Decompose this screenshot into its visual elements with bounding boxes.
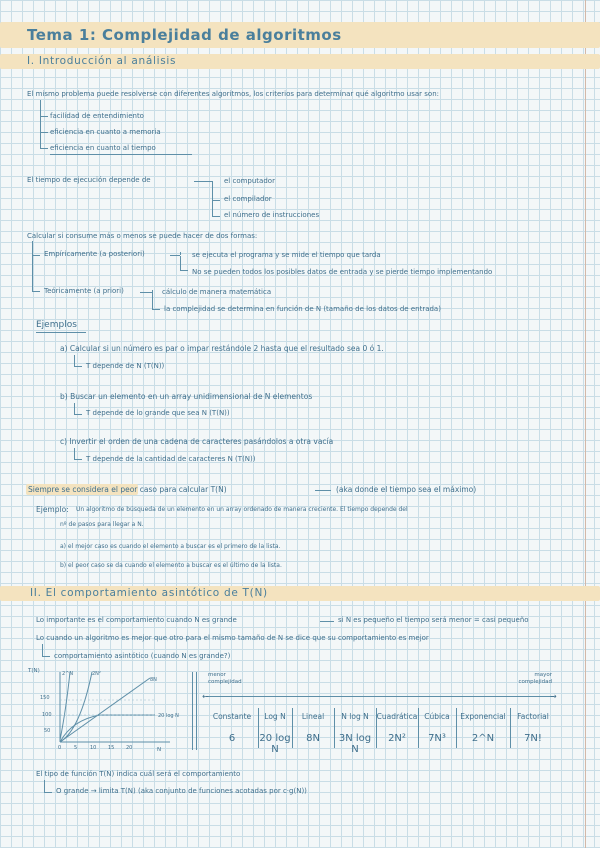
graph-xtick: 0 bbox=[58, 745, 62, 751]
complexity-column-separator bbox=[376, 708, 377, 748]
arrow-line bbox=[170, 255, 180, 256]
curve-label-log: 20 log N bbox=[158, 713, 179, 719]
worst-case-text: Siempre se considera el peor caso para calcular T(N) bbox=[28, 485, 227, 494]
curve-label-exponential: 2^N bbox=[62, 671, 74, 677]
theoretical-item: cálculo de manera matemática bbox=[162, 288, 272, 296]
bracket bbox=[212, 200, 220, 217]
bracket bbox=[42, 644, 50, 657]
bracket bbox=[40, 100, 48, 117]
theoretical-label: Teóricamente (a priori) bbox=[44, 287, 124, 295]
arrow-line bbox=[194, 181, 212, 182]
graph-ytick: 150 bbox=[40, 695, 50, 701]
graph-xtick: 20 bbox=[126, 745, 133, 751]
complexity-column-separator bbox=[418, 708, 419, 748]
bracket bbox=[74, 403, 82, 415]
criterion-item: eficiencia en cuanto a memoria bbox=[50, 128, 161, 136]
empirical-item: se ejecuta el programa y se mide el tiempo que tarda bbox=[192, 251, 381, 259]
divider-line bbox=[192, 672, 193, 750]
complexity-column-header: Cúbica bbox=[424, 712, 450, 721]
complexity-column-value: 3N log N bbox=[338, 733, 372, 755]
arrow-line bbox=[320, 621, 334, 622]
complexity-column-value: 20 log N bbox=[259, 733, 291, 755]
exec-factor: el número de instrucciones bbox=[224, 211, 320, 219]
bracket bbox=[44, 780, 52, 793]
complexity-column-separator bbox=[258, 708, 259, 748]
complexity-column-header: N log N bbox=[341, 712, 369, 721]
complexity-column-value: 6 bbox=[228, 733, 236, 744]
empirical-label: Empíricamente (a posteriori) bbox=[44, 250, 145, 258]
arrow-line bbox=[315, 490, 331, 491]
curve-label-linear: 8N bbox=[150, 677, 157, 683]
complexity-column-value: 7N! bbox=[524, 733, 542, 744]
curve-log bbox=[60, 715, 155, 742]
curve-linear bbox=[60, 678, 150, 742]
bracket bbox=[212, 184, 220, 201]
graph-xtick: 10 bbox=[90, 745, 97, 751]
complexity-column-value: 2^N bbox=[471, 733, 495, 744]
big-o-text: O grande → limita T(N) (aka conjunto de funciones acotadas por c·g(N)) bbox=[56, 787, 307, 795]
example-dependency: T depende de la cantidad de caracteres N (T(N)) bbox=[86, 455, 256, 463]
criterion-item: eficiencia en cuanto al tiempo bbox=[50, 144, 156, 152]
exec-factor: el compilador bbox=[224, 195, 272, 203]
complexity-arrow bbox=[206, 696, 554, 697]
growth-graph bbox=[40, 670, 190, 750]
bracket bbox=[74, 448, 82, 460]
bracket bbox=[32, 255, 40, 292]
complexity-column-separator bbox=[510, 708, 511, 748]
complexity-column-value: 7N³ bbox=[428, 733, 446, 744]
example-text: Un algoritmo de búsqueda de un elemento en un array ordenado de manera creciente. El tiempo depende del bbox=[76, 506, 408, 513]
graph-ytick: 50 bbox=[44, 728, 51, 734]
arrow-line bbox=[140, 292, 152, 293]
complexity-column-separator bbox=[456, 708, 457, 748]
bracket bbox=[152, 293, 160, 310]
graph-xtick: 5 bbox=[74, 745, 78, 751]
example-text-continued: nº de pasos para llegar a N. bbox=[60, 521, 144, 528]
bracket bbox=[32, 241, 40, 256]
arrow-head-left: ← bbox=[202, 692, 209, 701]
function-type-text: El tipo de función T(N) indica cuál será el comportamiento bbox=[36, 770, 241, 778]
bracket bbox=[40, 116, 48, 133]
curve-label-quadratic: 2N² bbox=[92, 671, 101, 677]
exec-time-text: El tiempo de ejecución depende de bbox=[27, 176, 151, 184]
underline bbox=[36, 332, 86, 333]
complexity-column-value: 2N² bbox=[388, 733, 406, 744]
divider-line bbox=[196, 672, 197, 750]
scale-right-label: mayor complejidad bbox=[518, 672, 552, 685]
complexity-column-header: Cuadrática bbox=[376, 712, 418, 721]
complexity-column-separator bbox=[334, 708, 335, 748]
example-item: c) Invertir el orden de una cadena de caracteres pasándolos a otra vacía bbox=[60, 437, 334, 446]
worst-case-note: (aka donde el tiempo sea el máximo) bbox=[336, 485, 477, 494]
graph-ytick: 100 bbox=[42, 712, 52, 718]
graph-ylabel: T(N) bbox=[28, 668, 40, 674]
scale-left-label: menor complejidad bbox=[208, 672, 242, 685]
asymptotic-line1: Lo importante es el comportamiento cuando N es grande bbox=[36, 616, 237, 624]
asymptotic-line3: comportamiento asintótico (cuando N es grande?) bbox=[54, 652, 231, 660]
example-item: b) Buscar un elemento en un array unidimensional de N elementos bbox=[60, 392, 313, 401]
section1-heading: I. Introducción al análisis bbox=[27, 55, 177, 67]
worst-case-example: b) el peor caso se da cuando el elemento a buscar es el último de la lista. bbox=[60, 562, 282, 569]
example-item: a) Calcular si un número es par o impar restándole 2 hasta que el resultado sea 0 ó 1. bbox=[60, 344, 384, 353]
bracket bbox=[74, 355, 82, 367]
complexity-column-header: Exponencial bbox=[460, 712, 506, 721]
asymptotic-line1b: si N es pequeño el tiempo será menor = casi pequeño bbox=[338, 616, 529, 624]
asymptotic-line2: Lo cuando un algoritmo es mejor que otro para el mismo tamaño de N se dice que su comportamiento es mejor bbox=[36, 634, 429, 642]
complexity-column-header: Constante bbox=[212, 712, 252, 721]
theoretical-item: la complejidad se determina en función de N (tamaño de los datos de entrada) bbox=[164, 305, 441, 313]
graph-xlabel: N bbox=[157, 747, 162, 753]
page-title: Tema 1: Complejidad de algoritmos bbox=[27, 26, 342, 44]
examples-heading: Ejemplos bbox=[36, 320, 77, 330]
complexity-column-header: Factorial bbox=[517, 712, 549, 721]
complexity-column-header: Lineal bbox=[301, 712, 325, 721]
bracket bbox=[40, 132, 48, 149]
example-label: Ejemplo: bbox=[36, 505, 69, 514]
graph-xtick: 15 bbox=[108, 745, 115, 751]
example-dependency: T depende de N (T(N)) bbox=[86, 362, 165, 370]
exec-factor: el computador bbox=[224, 177, 275, 185]
complexity-column-value: 8N bbox=[306, 733, 320, 744]
underline bbox=[50, 154, 192, 155]
criterion-item: facilidad de entendimiento bbox=[50, 112, 144, 120]
curve-quadratic bbox=[60, 672, 92, 742]
intro-text: El mismo problema puede resolverse con diferentes algoritmos, los criterios para determinar qué algoritmo usar son: bbox=[27, 90, 439, 98]
empirical-item: No se pueden todos los posibles datos de entrada y se pierde tiempo implementando bbox=[192, 268, 493, 276]
bracket bbox=[180, 252, 188, 255]
bracket bbox=[180, 256, 188, 271]
notebook-margin-line bbox=[585, 0, 586, 848]
complexity-column-header: Log N bbox=[264, 712, 286, 721]
section2-heading: II. El comportamiento asintótico de T(N) bbox=[30, 587, 268, 599]
best-case-text: a) el mejor caso es cuando el elemento a buscar es el primero de la lista. bbox=[60, 543, 281, 550]
example-dependency: T depende de lo grande que sea N (T(N)) bbox=[86, 409, 230, 417]
arrow-head-right: → bbox=[550, 692, 557, 701]
calc-text: Calcular si consume más o menos se puede hacer de dos formas: bbox=[27, 232, 258, 240]
complexity-column-separator bbox=[292, 708, 293, 748]
